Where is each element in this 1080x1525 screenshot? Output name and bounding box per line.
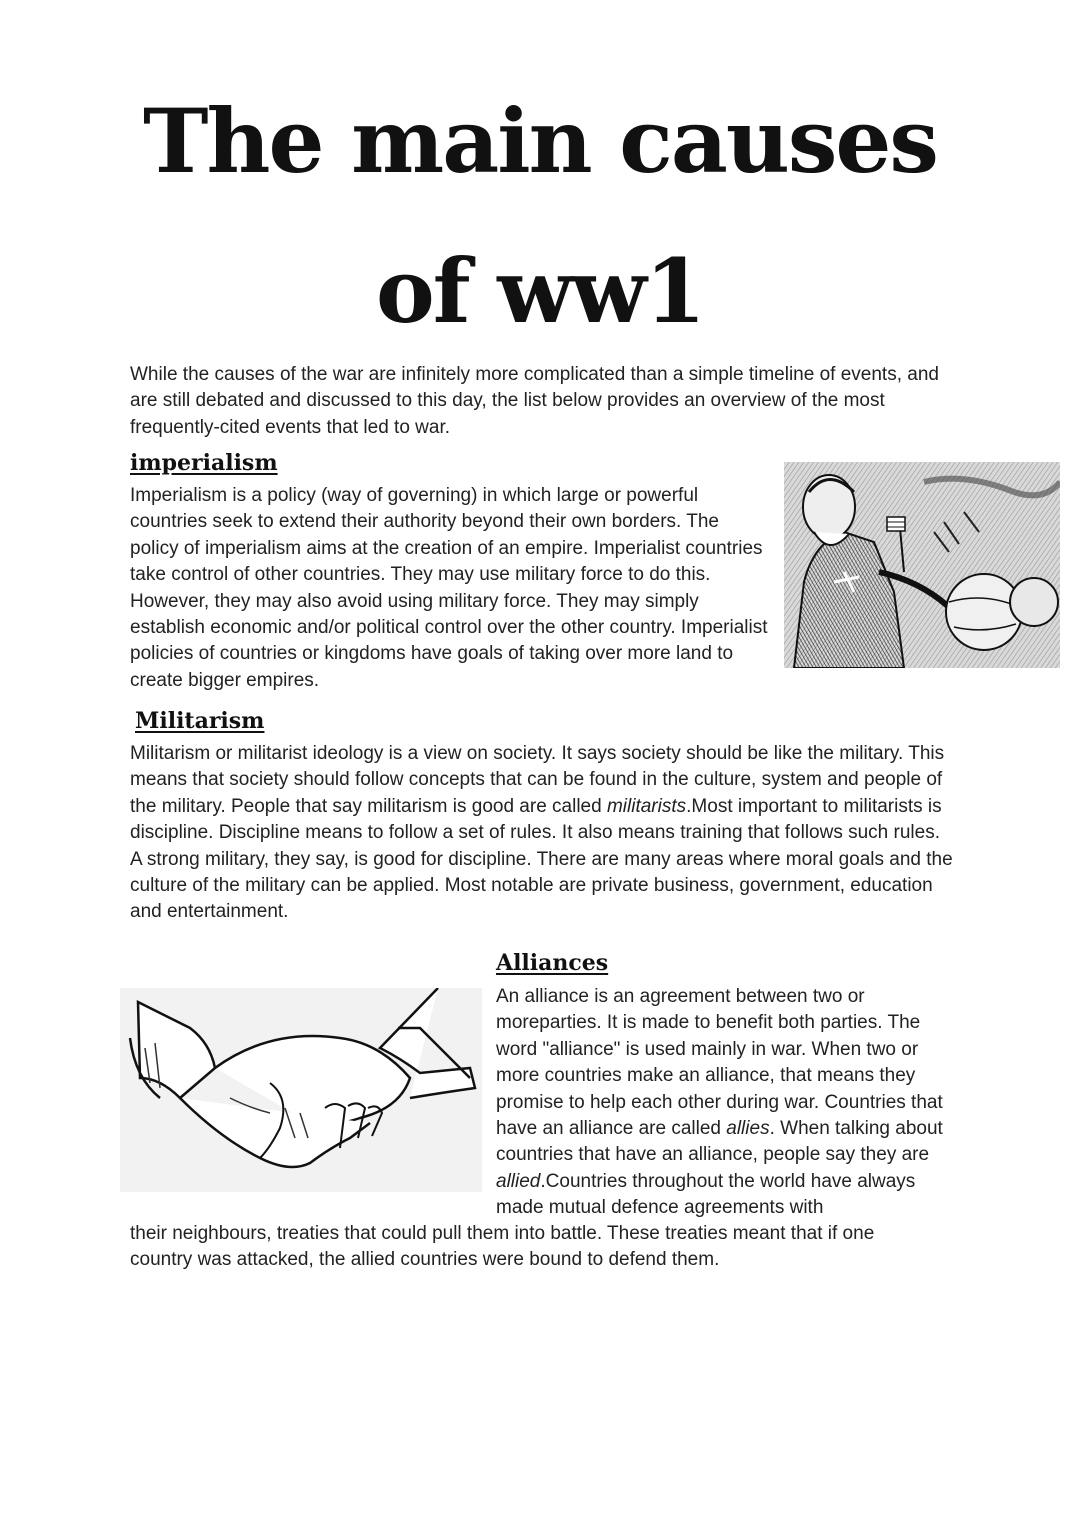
alliances-text-c: .Countries throughout the world have always made mutual defence agreements with <box>496 1170 916 1219</box>
imperialism-cartoon-icon <box>784 462 1060 668</box>
alliances-text-part1 <box>496 984 956 1222</box>
militarism-text-a: Militarism or militarist ideology is a view on society. It says society should be like the military. This means that society should follow concepts that can be found in the culture, system and people of the military. People that say militarism is good are called <box>130 743 945 817</box>
intro-paragraph: While the causes of the war are infinitely more complicated than a simple timeline of events, and are still debated and discussed to this day, the list below provides an overview of the most frequently-cited events that led to war. <box>130 364 939 438</box>
page-title-line1: The main causes <box>143 89 937 193</box>
militarism-text-b: .Most important to militarists is discipline. Discipline means to follow a set of rules. It also means training that follows such rules. A strong military, they say, is good for discipline. There are many areas where moral goals and the culture of the military can be applied. Most notable are private business, government, education and entertainment. <box>130 795 953 923</box>
imperialism-text: Imperialism is a policy (way of governing) in which large or powerful countries seek to extend their authority beyond their own borders. The policy of imperialism aims at the creation of an empire. Imperialist countries take control of other countries. They may use military force to do this. However, they may also avoid using military force. They may simply establish economic and/or political control over the other country. Imperialist policies of countries or kingdoms have goals of taking over more land to create bigger empires. <box>130 485 768 691</box>
militarism-heading: Militarism <box>135 708 265 734</box>
alliances-heading: Alliances <box>496 950 609 976</box>
alliances-text-a: An alliance is an agreement between two or moreparties. It is made to benefit both parties. The word "alliance" is used mainly in war. When two or more countries make an alliance, that means they promise to help each other during war. Countries that have an alliance are called <box>496 986 943 1140</box>
handshake-illustration <box>120 988 482 1192</box>
imperialism-heading: imperialism <box>130 450 278 476</box>
alliances-emphasis-allied: allied <box>496 1170 541 1192</box>
militarism-emphasis: militarists <box>606 795 687 817</box>
page-title-line2: of ww1 <box>376 239 704 343</box>
alliances-emphasis-allies: allies <box>726 1118 770 1140</box>
imperialism-cartoon-illustration <box>784 462 1060 668</box>
handshake-icon <box>120 988 482 1192</box>
alliances-text-part2: their neighbours, treaties that could pull them into battle. These treaties meant that if one country was attacked, the allied countries were bound to defend them. <box>130 1223 875 1271</box>
militarism-text <box>130 741 955 926</box>
alliances-text-b: . When talking about countries that have an alliance, people say they are <box>496 1118 943 1166</box>
